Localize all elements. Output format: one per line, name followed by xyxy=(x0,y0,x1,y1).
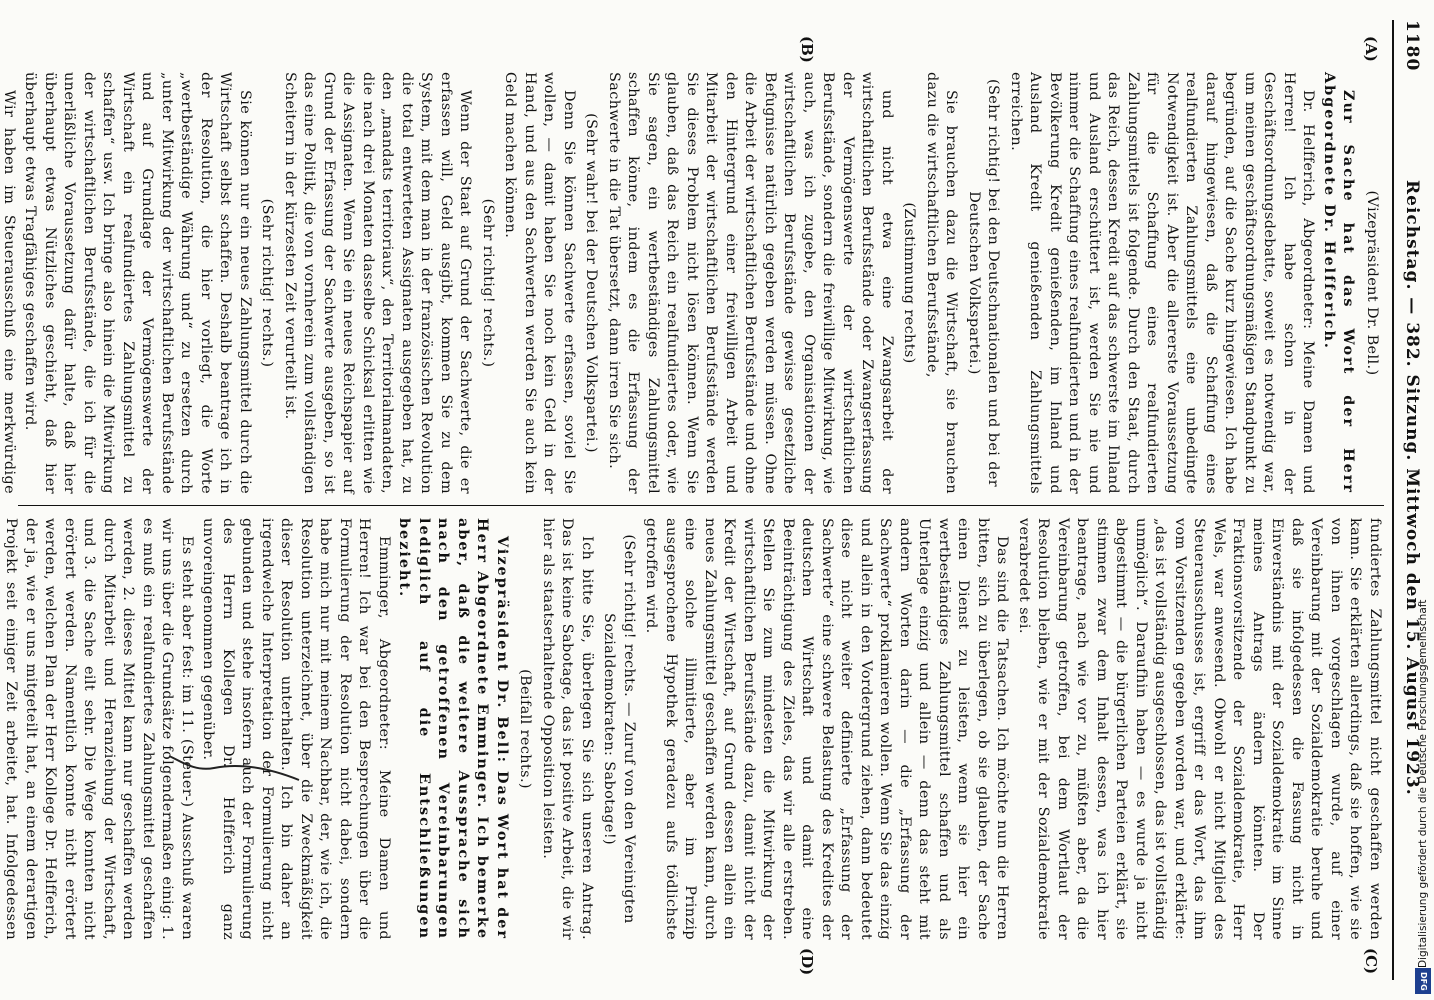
paragraph: Emminger, Abgeordneter: Meine Damen und Herren! Ich war bei den Besprechungen über die Formulierung der Resolution nicht dabei, sondern habe mich nur mit meinem Nachbar, der, wie ich, die Resolution unterzeichnet, über die Zweckmäßigkeit dieser Resolution unterhalten. Ich bin daher an irgendwelche Interpretation der Formulierung nicht gebunden und stehe insofern auch der Formulierung des Herrn Kollegen Dr. Helfferich ganz unvoreingenommen gegenüber. xyxy=(200,518,392,940)
running-title: Reichstag. — 382. Sitzung. Mittwoch den 15. August 1923. xyxy=(1402,180,1422,796)
interjection: (Sehr wahr! bei der Deutschen Volkspartei.) xyxy=(583,113,600,453)
margin-marker-c: (C) xyxy=(1362,948,1380,975)
right-column xyxy=(3,518,1384,940)
digitization-footer xyxy=(1414,0,1432,1000)
paragraph: Sie brauchen dazu die Wirtschaft, sie brauchen dazu die wirtschaftlichen Berufsstände, xyxy=(924,72,960,494)
digitization-note: Digitalisierung gefördert durch die Deutsche Forschungsgemeinschaft xyxy=(1417,599,1429,968)
interjection: (Sehr richtig! rechts. — Zuruf von den Vereinigten Sozialdemokraten: Sabotage!) xyxy=(601,534,637,924)
interjection: (Sehr richtig! rechts.) xyxy=(259,198,276,368)
paragraph: Denn Sie können Sachwerte erfassen, soviel Sie wollen, — damit haben Sie noch kein Geld in der Hand, und aus den Sachwerten werden Sie auch kein Geld machen können. xyxy=(502,72,577,494)
paragraph: und nicht etwa eine Zwangsarbeit der wirtschaftlichen Berufsstände oder Zwangserfassung der Vermögenswerte der wirtschaftlichen Berufsstände, sondern die freiwillige Mitwirkung, wie auch, was ich zugebe, den Organisationen der wirtschaftlichen Berufsstände gewisse gesetzliche Befugnisse natürlich gegeben werden müssen. Ohne die Arbeit der wirtschaftlichen Berufsstände und ohne den Hintergrund einer freiwilligen Arbeit und Mitarbeit der wirtschaftlichen Berufsstände werden Sie dieses Problem nicht lösen können. Wenn Sie glauben, daß das Reich ein realfundiertes oder, wie Sie sagen, ein wertbeständiges Zahlungsmittel schaffen könne, indem es die Erfassung der Sachwerte in die Tat übersetzt, dann irren Sie sich. xyxy=(606,72,895,494)
paragraph: Ich bitte Sie, überlegen Sie sich unseren Antrag. Das ist keine Sabotage, das ist positive Arbeit, die wir hier als staatserhaltende Opposition leisten. xyxy=(540,518,595,940)
interjection: (Vizepräsident Dr. Bell.) xyxy=(1364,190,1380,376)
interjection: (Sehr richtig! bei den Deutschnationalen und bei der Deutschen Volkspartei.) xyxy=(966,78,1002,488)
left-column xyxy=(1,72,1384,494)
paragraph: Dr. Helfferich, Abgeordneter: Meine Damen und Herren! Ich habe schon in der Geschäftsordnungsdebatte, soweit es notwendig war, um meinen geschäftsordnungsmäßigen Standpunkt zu begründen, auf die Sache kurz hingewiesen. Ich habe darauf hingewiesen, daß die Schaffung eines realfundierten Zahlungsmittels eine unbedingte Notwendigkeit ist. Aber die allererste Voraussetzung für die Schaffung eines realfundierten Zahlungsmittels ist folgende. Durch den Staat, durch das Reich, dessen Kredit auf das schwerste im Inland und Ausland erschüttert ist, werden Sie nie und nimmer die Schaffung eines realfundierten und in der Bevölkerung Kredit genießenden, im Inland und Ausland Kredit genießenden Zahlungsmittels erreichen. xyxy=(1008,72,1317,494)
paragraph: fundiertes Zahlungsmittel nicht geschaffen werden kann. Sie erklärten allerdings, daß sie hoffen, wie sie von ihnen vorgeschlagen wurde, auf einer Vereinbarung mit der Sozialdemokratie beruhe und daß sie infolgedessen die Fassung nicht in Einverständnis mit der Sozialdemokratie im Sinne meines Antrags ändern könnten. Der Fraktionsvorsitzende der Sozialdemokratie, Herr Wels, war anwesend. Obwohl er nicht Mitglied des Steuerausschusses ist, ergriff er das Wort, das ihm vom Vorsitzenden gegeben worden war, und erklärte: „das ist vollständig ausgeschlossen, das ist vollständig unmöglich“. Daraufhin haben — es wurde ja nicht abgestimmt — die bürgerlichen Parteien erklärt, sie stimmen zwar dem Inhalt dessen, was ich hier beantrage, nach wie vor zu, müßten aber, da die Vereinbarung getroffen, bei dem Wortlaut der Resolution bleiben, wie er mit der Sozialdemokratie verabredet sei. xyxy=(1016,518,1383,940)
margin-marker-b: (B) xyxy=(798,36,816,63)
paragraph: Das sind die Tatsachen. Ich möchte nun die Herren bitten, sich zu überlegen, ob sie glauben, der Sache einen Dienst zu leisten, wenn sie hier ein wertbeständiges Zahlungsmittel schaffen und als Unterlage einzig und allein — denn das steht mit andern Worten darin — die „Erfassung der Sachwerte“ proklamieren wollen. Wenn Sie das einzig und allein in den Vordergrund ziehen, dann bedeutet diese nicht weiter definierte „Erfassung der Sachwerte“ eine schwere Belastung des Kredites der deutschen Wirtschaft und damit eine Beeinträchtigung des Zieles, das wir alle erstreben. Stellen Sie zum mindesten die Mitwirkung der wirtschaftlichen Berufsstände dazu, damit nicht der Kredit der Wirtschaft, auf Grund dessen allein ein neues Zahlungsmittel geschaffen werden kann, durch eine solche illimitierte, aber im Prinzip ausgesprochene Hypothek geradezu aufs tödlichste getroffen wird. xyxy=(643,518,1011,940)
interjection: (Beifall rechts.) xyxy=(517,669,534,789)
paragraph: Wir haben im Steuerausschuß eine merkwürdige xyxy=(1,90,17,494)
speaker-announcement: Zur Sache hat das Wort der Herr Abgeordnete Dr. Helfferich. xyxy=(1321,72,1358,494)
interjection: (Sehr richtig! rechts.) xyxy=(480,198,496,368)
margin-marker-d: (D) xyxy=(798,948,816,976)
paragraph: Wenn der Staat auf Grund der Sachwerte, die er erfassen will, Geld ausgibt, kommen Sie zu dem System, mit dem man in der französischen Revolution die total entwerteten Assignaten ausgegeben hat, zu den „mandats territoriaux“, den Territorialmandaten, die nach drei Monaten dasselbe Schicksal erlitten wie die Assignaten. Wenn Sie ein neues Reichspapier auf Grund der Erfassung der Sachwerte ausgeben, so ist das eine Politik, die von vornherein zum vollständigen Scheitern in der kürzesten Zeit verurteilt ist. xyxy=(282,72,474,494)
column-divider xyxy=(18,505,1384,506)
header-rule xyxy=(1392,20,1394,980)
dfg-logo: DFG xyxy=(1415,968,1431,994)
handwritten-underline-mark xyxy=(164,750,304,790)
page-number: 1180 xyxy=(1402,20,1422,72)
paragraph: Sie können nur ein neues Zahlungsmittel durch die Wirtschaft selbst schaffen. Deshalb beantrage ich in der Resolution, die hier vorliegt, die Worte „wertbeständige Währung und“ zu ersetzen durch „unter Mitwirkung der wirtschaftlichen Berufsstände und auf Grundlage der Vermögenswerte der Wirtschaft ein realfundiertes Zahlungsmittel zu schaffen“ usw. Ich bringe also hinein die Mitwirkung der wirtschaftlichen Berufsstände, die ich für die unerläßliche Voraussetzung dafür halte, daß hier überhaupt etwas Nützliches geschieht, daß hier überhaupt etwas Tragfähiges geschaffen wird. xyxy=(22,72,253,494)
paragraph: Es steht aber fest: im 11. (Steuer-) Ausschuß waren wir uns über die Grundsätze folgendermaßen einig: 1. es muß ein realfundiertes Zahlungsmittel geschaffen werden, 2. dieses Mittel kann nur geschaffen werden durch Mitarbeit und Heranziehung der Wirtschaft, und 3. die Sache eilt sehr. Die Wege konnten nicht erörtert werden. Namentlich konnte nicht erörtert werden, welchen Plan der Herr Kollege Dr. Helfferich, der ja, wie er uns mitgeteilt hat, an einem derartigen Projekt seit einiger Zeit arbeitet, hat. Infolgedessen xyxy=(3,518,195,940)
interjection: (Zustimmung rechts) xyxy=(901,202,918,364)
speaker-announcement: Vizepräsident Dr. Bell: Das Wort hat der Herr Abgeordnete Emminger. Ich bemerke aber, daß die weitere Aussprache sich nach den getroffenen Vereinbarungen lediglich auf die Entschließungen bezieht. xyxy=(396,518,511,940)
margin-marker-a: (A) xyxy=(1362,36,1380,62)
